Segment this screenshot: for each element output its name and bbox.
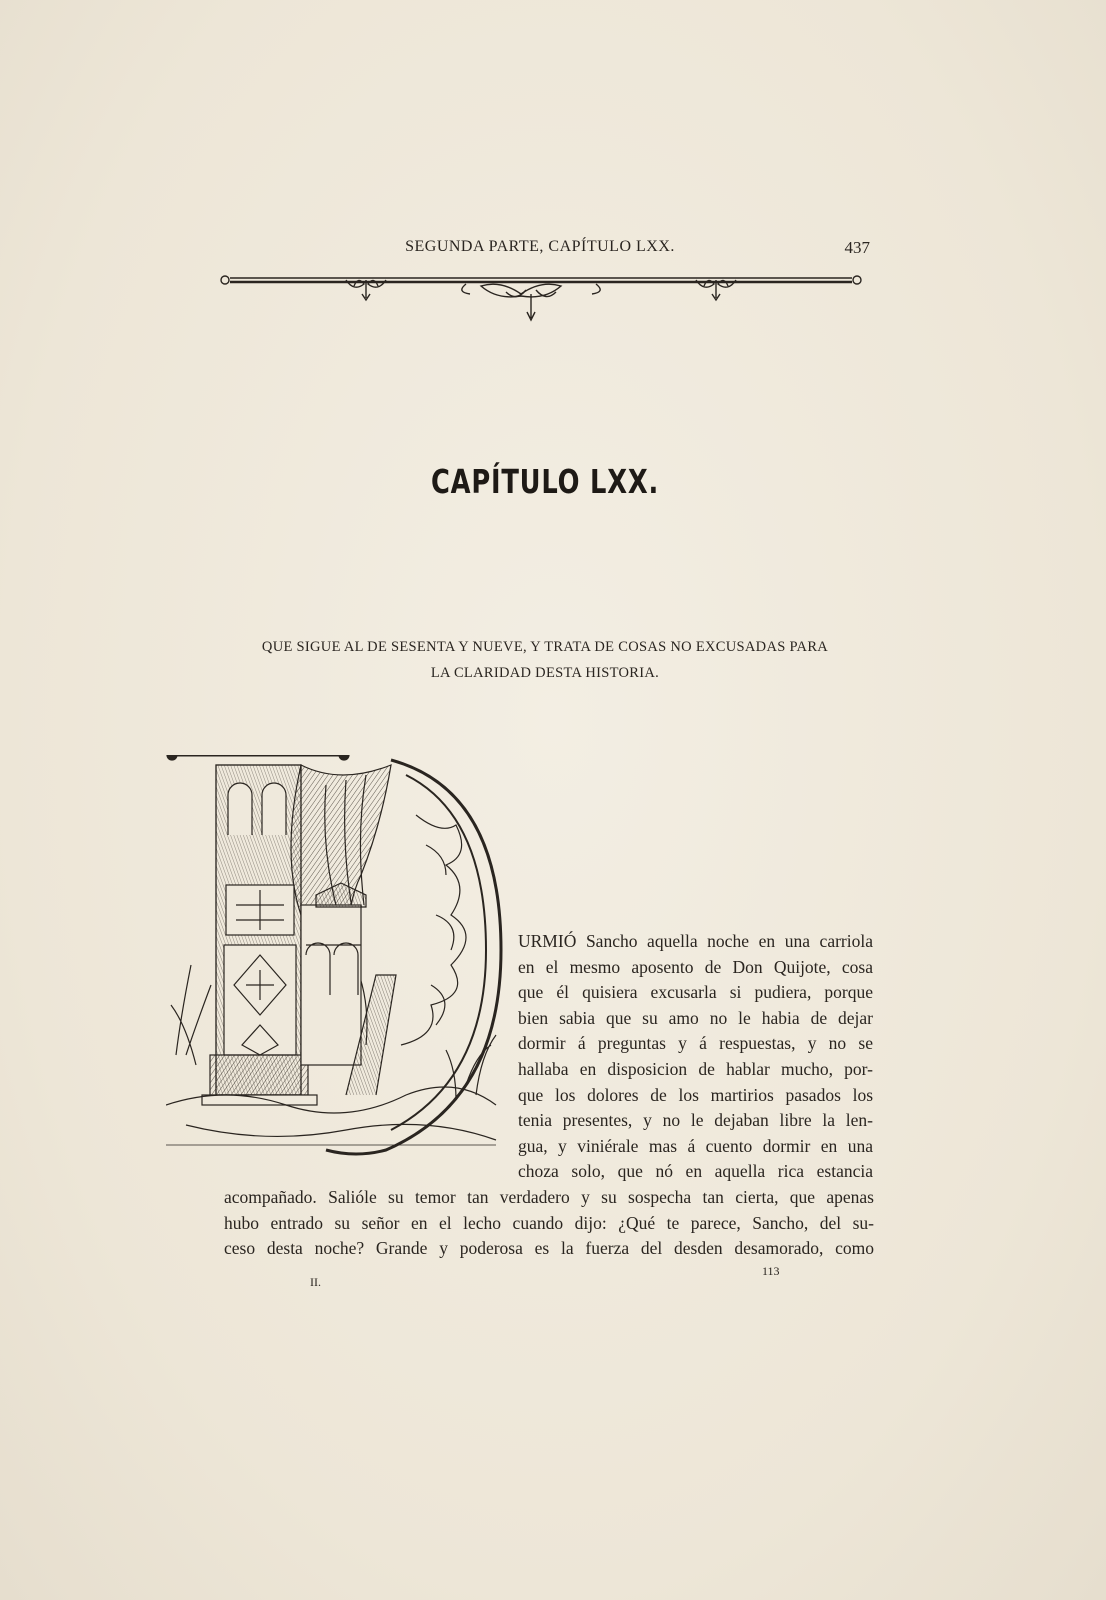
body-line-7: que los dolores de los martirios pasados los [518, 1084, 873, 1105]
page-number: 437 [844, 238, 870, 257]
sheet-number: 113 [762, 1264, 780, 1278]
decorative-rule-ornament [216, 272, 866, 324]
body-line-8: tenia presentes, y no le dejaban libre la len- [518, 1110, 873, 1131]
body-line-9: gua, y viniérale mas á cuento dormir en una [518, 1135, 873, 1156]
body-line-2: en el mesmo aposento de Don Quijote, cosa [518, 956, 873, 977]
body-line-1: URMIÓ Sancho aquella noche en una carriola [518, 931, 873, 951]
running-head: SEGUNDA PARTE, CAPÍTULO LXX. [405, 238, 675, 255]
body-line-5: dormir á preguntas y á respuestas, y no se [518, 1033, 873, 1054]
subtitle-line-2: LA CLARIDAD DESTA HISTORIA. [430, 665, 660, 681]
illuminated-initial-d-engraving [166, 755, 506, 1170]
body-line-6: hallaba en disposicion de hablar mucho, por- [518, 1058, 873, 1079]
chapter-subtitle [220, 634, 870, 686]
body-line-13: ceso desta noche? Grande y poderosa es la fuerza del desden desamorado, como [224, 1238, 874, 1259]
body-line-11: acompañado. Salióle su temor tan verdadero y su sospecha tan cierta, que apenas [224, 1187, 874, 1207]
body-line-10: choza solo, que nó en aquella rica estancia [518, 1161, 873, 1182]
signature-mark: II. [310, 1275, 321, 1289]
body-line-3: que él quisiera excusarla si pudiera, porque [518, 982, 873, 1003]
body-line-4: bien sabia que su amo no le habia de dejar [518, 1007, 873, 1028]
body-paragraph-continued [224, 1185, 874, 1262]
chapter-title: CAPÍTULO LXX. [430, 462, 660, 501]
body-paragraph-start [518, 929, 873, 1185]
body-line-12: hubo entrado su señor en el lecho cuando dijo: ¿Qué te parece, Sancho, del su- [224, 1212, 874, 1233]
subtitle-line-1: QUE SIGUE AL DE SESENTA Y NUEVE, Y TRATA DE COSAS NO EXCUSADAS PARA [261, 639, 829, 655]
